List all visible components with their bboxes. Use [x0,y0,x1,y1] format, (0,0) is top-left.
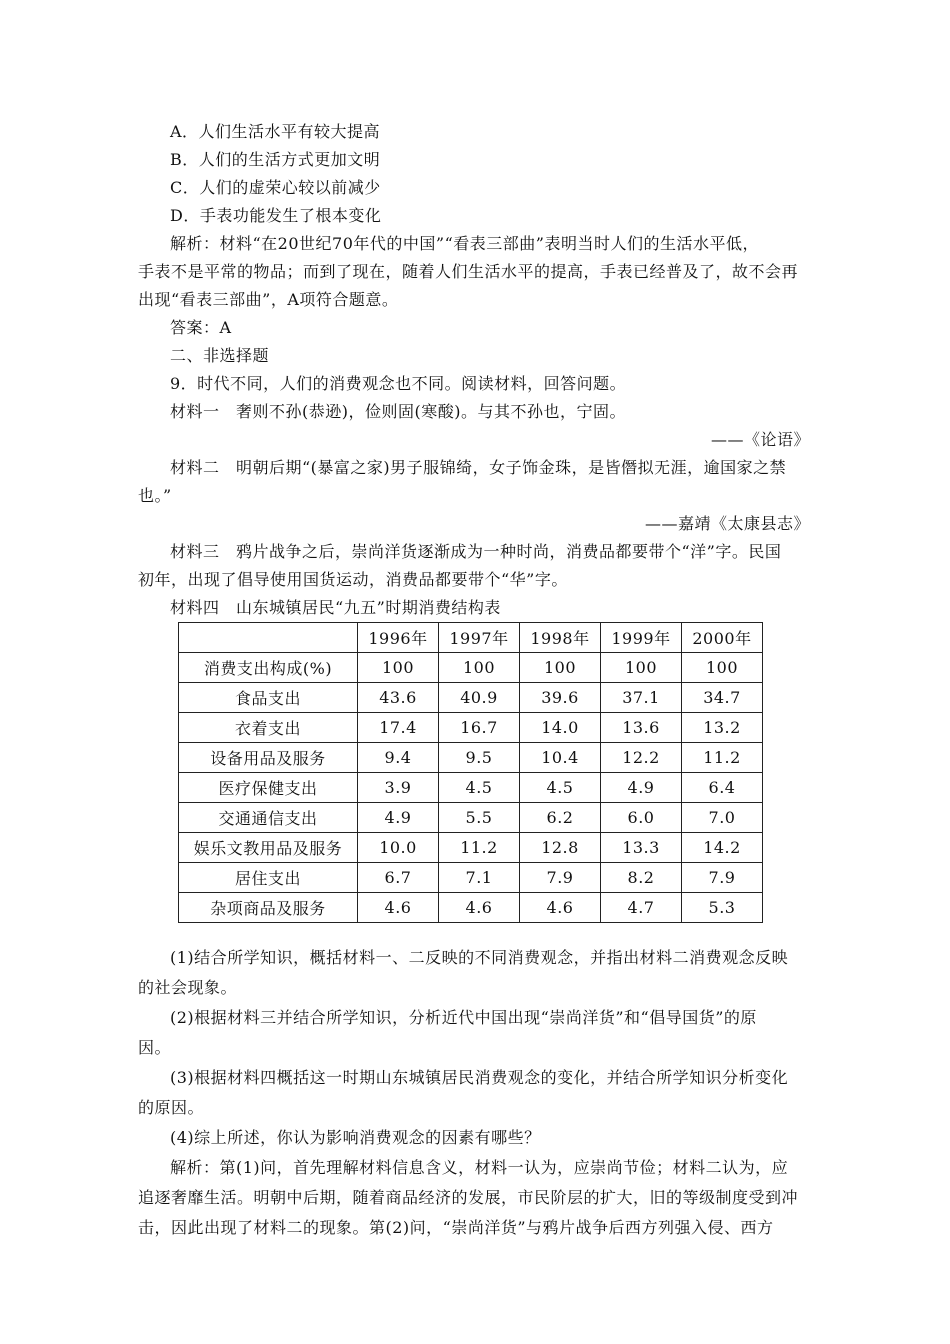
row-label: 居住支出 [179,863,358,893]
table-cell: 4.5 [439,773,520,803]
material-3: 材料三 鸦片战争之后，崇尚洋货逐渐成为一种时尚，消费品都要带个“洋”字。民国 [170,542,782,561]
sub-question-2: (2)根据材料三并结合所学知识，分析近代中国出现“崇尚洋货”和“倡导国货”的原 [170,1008,757,1027]
row-label: 交通通信支出 [179,803,358,833]
table-cell: 7.0 [682,803,763,833]
table-cell: 9.5 [439,743,520,773]
table-cell: 4.6 [520,893,601,923]
option-d: D．手表功能发生了根本变化 [170,206,382,225]
analysis9-line: 击，因此出现了材料二的现象。第(2)问，“崇尚洋货”与鸦片战争后西方列强入侵、西方 [138,1218,774,1237]
material-4-caption: 材料四 山东城镇居民“九五”时期消费结构表 [170,598,501,617]
table-cell: 5.3 [682,893,763,923]
year-header: 1997年 [439,623,520,653]
year-header: 1996年 [358,623,439,653]
table-row [179,833,763,863]
row-label: 娱乐文教用品及服务 [179,833,358,863]
table-cell: 7.1 [439,863,520,893]
table-row [179,863,763,893]
consumption-table [178,622,763,923]
table-header-row [179,623,763,653]
table-cell: 12.8 [520,833,601,863]
table-row [179,893,763,923]
sub-question-4: (4)综上所述，你认为影响消费观念的因素有哪些？ [170,1128,541,1147]
table-cell: 100 [439,653,520,683]
answer-line: 答案：A [170,318,232,337]
table-cell: 11.2 [682,743,763,773]
sub-question-2-cont: 因。 [138,1038,172,1057]
analysis8-line: 出现“看表三部曲”，A项符合题意。 [138,290,399,309]
table-cell: 6.4 [682,773,763,803]
material-2-source: ——嘉靖《太康县志》 [644,514,810,533]
table-cell: 100 [358,653,439,683]
table-cell: 6.2 [520,803,601,833]
table-cell: 4.9 [358,803,439,833]
table-cell: 13.3 [601,833,682,863]
table-row [179,653,763,683]
table-cell: 16.7 [439,713,520,743]
table-cell: 7.9 [520,863,601,893]
table-cell: 5.5 [439,803,520,833]
table-cell: 4.6 [358,893,439,923]
table-cell: 100 [520,653,601,683]
row-label: 消费支出构成(%) [179,653,358,683]
option-a: A．人们生活水平有较大提高 [170,122,381,141]
table-cell: 4.6 [439,893,520,923]
table-cell: 4.5 [520,773,601,803]
table-cell: 7.9 [682,863,763,893]
material-1: 材料一 奢则不孙(恭逊)，俭则固(寒酸)。与其不孙也，宁固。 [170,402,626,421]
table-row [179,713,763,743]
table-cell: 13.6 [601,713,682,743]
table-cell: 6.7 [358,863,439,893]
table-row [179,803,763,833]
table-cell: 11.2 [439,833,520,863]
option-c: C．人们的虚荣心较以前减少 [170,178,381,197]
table-cell: 8.2 [601,863,682,893]
material-2-cont: 也。” [138,486,172,505]
table-row [179,773,763,803]
table-cell: 17.4 [358,713,439,743]
table-cell: 39.6 [520,683,601,713]
table-cell: 4.7 [601,893,682,923]
section-heading: 二、非选择题 [170,346,270,365]
analysis8-line: 解析：材料“在20世纪70年代的中国”“看表三部曲”表明当时人们的生活水平低， [170,234,759,253]
table-corner-cell [179,623,358,653]
year-header: 1999年 [601,623,682,653]
sub-question-3-cont: 的原因。 [138,1098,205,1117]
table-cell: 100 [601,653,682,683]
table-row [179,683,763,713]
analysis9-line: 解析：第(1)问，首先理解材料信息含义，材料一认为，应崇尚节俭；材料二认为，应 [170,1158,789,1177]
sub-question-1-cont: 的社会现象。 [138,978,238,997]
analysis8-line: 手表不是平常的物品；而到了现在，随着人们生活水平的提高，手表已经普及了，故不会再 [138,262,799,281]
question-9-stem: 9．时代不同，人们的消费观念也不同。阅读材料，回答问题。 [170,374,627,393]
row-label: 设备用品及服务 [179,743,358,773]
sub-question-3: (3)根据材料四概括这一时期山东城镇居民消费观念的变化，并结合所学知识分析变化 [170,1068,789,1087]
table-cell: 9.4 [358,743,439,773]
year-header: 2000年 [682,623,763,653]
table-cell: 14.2 [682,833,763,863]
year-header: 1998年 [520,623,601,653]
table-cell: 6.0 [601,803,682,833]
table-cell: 3.9 [358,773,439,803]
table-cell: 40.9 [439,683,520,713]
material-2: 材料二 明朝后期“(暴富之家)男子服锦绮，女子饰金珠，是皆僭拟无涯，逾国家之禁 [170,458,787,477]
analysis9-line: 追逐奢靡生活。明朝中后期，随着商品经济的发展，市民阶层的扩大，旧的等级制度受到冲 [138,1188,799,1207]
table-cell: 43.6 [358,683,439,713]
table-cell: 13.2 [682,713,763,743]
row-label: 医疗保健支出 [179,773,358,803]
table-cell: 10.4 [520,743,601,773]
table-cell: 100 [682,653,763,683]
material-1-source: ——《论语》 [710,430,810,449]
row-label: 衣着支出 [179,713,358,743]
table-cell: 10.0 [358,833,439,863]
table-cell: 12.2 [601,743,682,773]
row-label: 食品支出 [179,683,358,713]
material-3-cont: 初年，出现了倡导使用国货运动，消费品都要带个“华”字。 [138,570,568,589]
table-cell: 37.1 [601,683,682,713]
table-cell: 34.7 [682,683,763,713]
table-row [179,743,763,773]
option-b: B．人们的生活方式更加文明 [170,150,381,169]
row-label: 杂项商品及服务 [179,893,358,923]
table-cell: 4.9 [601,773,682,803]
table-cell: 14.0 [520,713,601,743]
sub-question-1: (1)结合所学知识，概括材料一、二反映的不同消费观念，并指出材料二消费观念反映 [170,948,789,967]
